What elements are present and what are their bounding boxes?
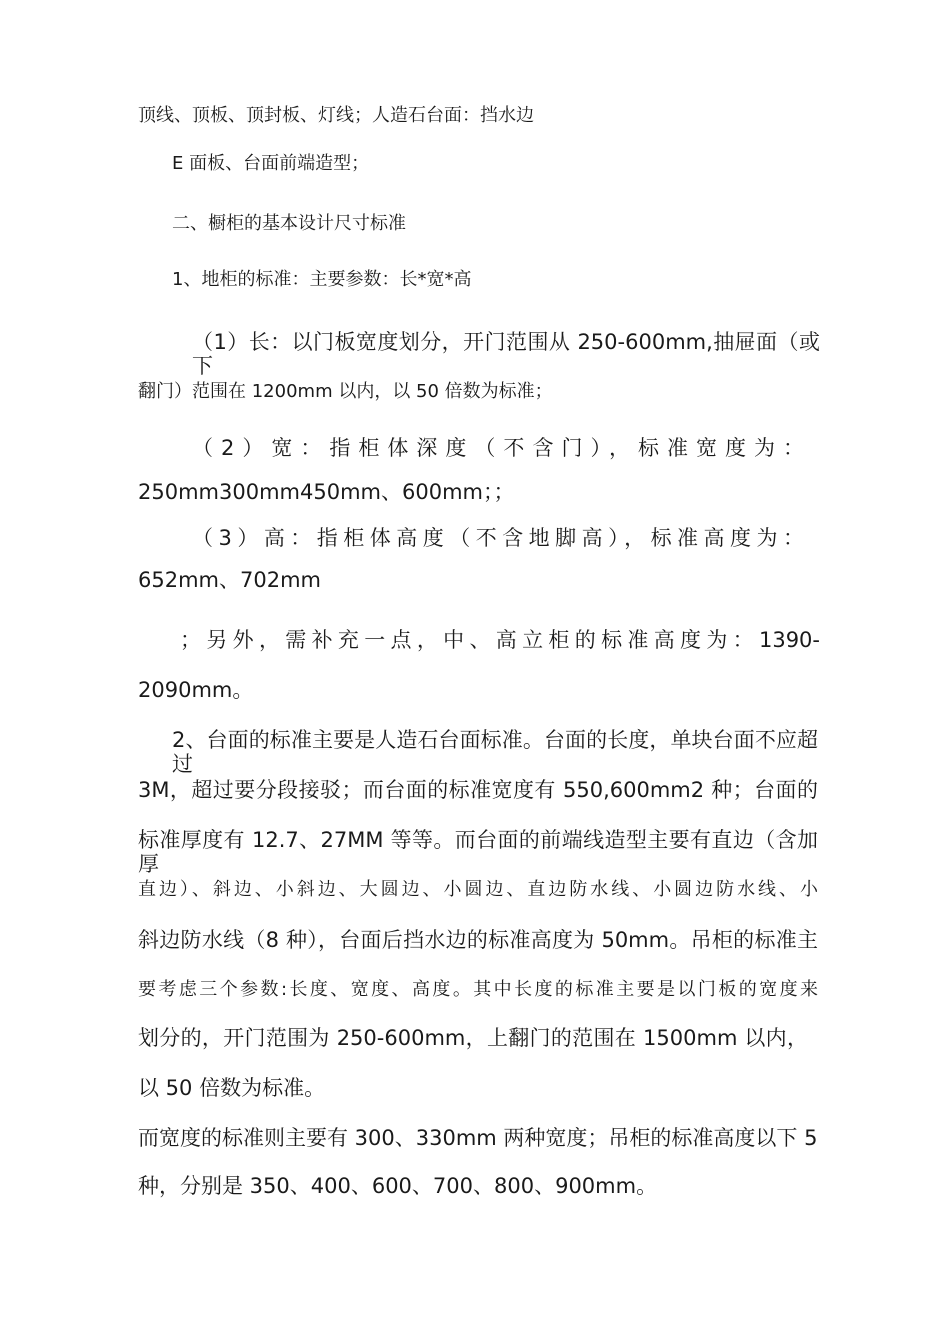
section-heading: 二、橱柜的基本设计尺寸标准 bbox=[172, 213, 406, 234]
text-line-2: E 面板、台面前端造型； bbox=[172, 153, 370, 174]
text-line-8: 250mm300mm450mm、600mm；； bbox=[138, 480, 515, 504]
text-line-6: 翻门）范围在 1200mm 以内，以 50 倍数为标准； bbox=[138, 381, 553, 402]
text-line-11: ；另外，需补充一点，中、高立柜的标准高度为：1390- bbox=[180, 628, 820, 652]
subsection-heading: 1、地柜的标准：主要参数：长*宽*高 bbox=[172, 269, 472, 290]
text-line-1: 顶线、顶板、顶封板、灯线；人造石台面：挡水边 bbox=[138, 105, 534, 126]
text-line-10: 652mm、702mm bbox=[138, 568, 321, 592]
text-line-18: 要考虑三个参数:长度、宽度、高度。其中长度的标准主要是以门板的宽度来 bbox=[138, 979, 818, 1000]
text-line-15: 标准厚度有 12.7、27MM 等等。而台面的前端线造型主要有直边（含加厚 bbox=[138, 828, 818, 876]
text-line-20: 以 50 倍数为标准。 bbox=[138, 1076, 326, 1100]
text-line-22: 种，分别是 350、400、600、700、800、900mm。 bbox=[138, 1174, 658, 1198]
text-line-9: （3）高：指柜体高度（不含地脚高），标准高度为： bbox=[192, 526, 804, 550]
text-line-12: 2090mm。 bbox=[138, 678, 254, 702]
text-line-14: 3M，超过要分段接驳；而台面的标准宽度有 550,600mm2 种；台面的 bbox=[138, 778, 818, 802]
text-line-7: （2）宽：指柜体深度（不含门），标准宽度为： bbox=[192, 436, 804, 460]
text-line-19: 划分的，开门范围为 250-600mm，上翻门的范围在 1500mm 以内， bbox=[138, 1026, 808, 1050]
text-line-17: 斜边防水线（8 种），台面后挡水边的标准高度为 50mm。吊柜的标准主 bbox=[138, 928, 818, 952]
text-line-13: 2、台面的标准主要是人造石台面标准。台面的长度，单块台面不应超过 bbox=[172, 728, 818, 776]
text-line-16: 直边）、斜边、小斜边、大圆边、小圆边、直边防水线、小圆边防水线、小 bbox=[138, 879, 818, 900]
text-line-5: （1）长：以门板宽度划分，开门范围从 250-600mm,抽屉面（或下 bbox=[192, 330, 820, 378]
text-line-21: 而宽度的标准则主要有 300、330mm 两种宽度；吊柜的标准高度以下 5 bbox=[138, 1126, 818, 1150]
